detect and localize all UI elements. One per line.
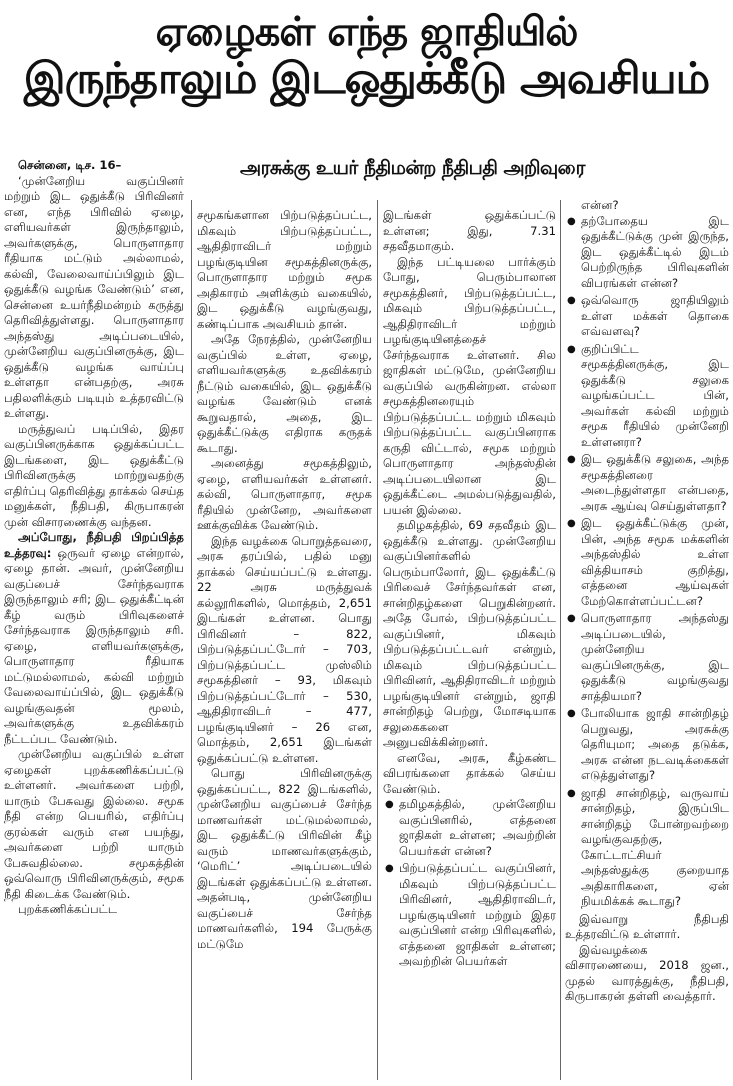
paragraph: சமூகங்களான பிற்படுத்தப்பட்ட, மிகவும் பிற்படுத்தப்பட்ட, ஆதிதிராவிடர் மற்றும் பழங்குடியின சமூகத்தினருக்கு, பொருளாதார மற்றும் சமூக அதிகாரம் அளிக்கும் வகையில், இட ஒதுக்கீடு வழங்குவது, கண்டிப்பாக அவசியம் தான். bbox=[197, 208, 372, 331]
headline-line-2: இருந்தாலும் இடஒதுக்கீடு அவசியம் bbox=[23, 53, 710, 104]
article-column-1 bbox=[4, 158, 184, 1082]
question-item: ● பிற்படுத்தப்பட்ட வகுப்பினர், மிகவும் பிற்படுத்தப்பட்ட பிரிவினர், ஆதிதிராவிடர், பழங்குடியினர் மற்றும் இதர வகுப்பினர் என்ற பிரிவுகளில், எத்தனை ஜாதிகள் உள்ளன; அவற்றின் பெயர்கள் bbox=[399, 861, 556, 970]
paragraph: பொது பிரிவினருக்கு ஒதுக்கப்பட்ட, 822 இடங்களில், முன்னேறிய வகுப்பைச் சேர்ந்த மாணவர்கள் மட்டுமல்லாமல், இட ஒதுக்கீட்டு பிரிவின் கீழ் வரும் மாணவர்களுக்கும், ‘மெரிட்’ அடிப்படையில் இடங்கள் ஒதுக்கப்பட்டு உள்ளன. அதன்படி, முன்னேறிய வகுப்பைச் சேர்ந்த மாணவர்களில், 194 பேருக்கு மட்டுமே bbox=[197, 766, 372, 951]
question-item: ● இட ஒதுக்கீடு சலுகை, அந்த சமூகத்தினரை அடைந்துள்ளதா என்பதை, அரசு ஆய்வு செய்துள்ளதா? bbox=[581, 452, 729, 514]
article-column-4 bbox=[565, 198, 729, 1082]
headline bbox=[0, 0, 733, 103]
question-item: ● இட ஒதுக்கீட்டுக்கு முன், பின், அந்த சமூக மக்களின் அந்தஸ்தில் உள்ள வித்தியாசம் குறித்து, எத்தனை ஆய்வுகள் மேற்கொள்ளப்பட்டன? bbox=[581, 516, 729, 609]
article-column-3 bbox=[383, 208, 556, 1082]
column-divider bbox=[377, 200, 378, 1080]
paragraph: என்ன? bbox=[581, 198, 619, 212]
paragraph-text: ஒருவர் ஏழை என்றால், ஏழை தான். அவர், முன்னேறிய வகுப்பைச் சேர்ந்தவராக இருந்தாலும் சரி; இட ஒதுக்கீட்டின் கீழ் வரும் பிரிவுகளைச் சேர்ந்தவராக இருந்தாலும் சரி. ஏழை, எளியவர்களுக்கு, பொருளாதார ரீதியாக மட்டுமல்லாமல், கல்வி மற்றும் வேலைவாய்ப்பில், இட ஒதுக்கீடு வழங்குவதன் மூலம், அவர்களுக்கு உதவிக்கரம் நீட்டப்பட வேண்டும். bbox=[4, 545, 184, 746]
question-list bbox=[383, 797, 556, 970]
paragraph: அதே நேரத்தில், முன்னேறிய வகுப்பில் உள்ள, ஏழை, எளியவர்களுக்கு உதவிக்கரம் நீட்டும் வகையில், இட ஒதுக்கீடு வழங்க வேண்டும் எனக் கூறுவதால், அதை, இட ஒதுக்கீட்டுக்கு எதிராக கருதக் கூடாது. bbox=[197, 332, 372, 455]
question-item: ● தமிழகத்தில், முன்னேறிய வகுப்பினரில், எத்தனை ஜாதிகள் உள்ளன; அவற்றின் பெயர்கள் என்ன? bbox=[399, 797, 556, 859]
article-column-2 bbox=[197, 208, 372, 1082]
column-divider bbox=[191, 200, 192, 1080]
question-item: ● குறிப்பிட்ட சமூகத்தினருக்கு, இட ஒதுக்கீடு சலுகை வழங்கப்பட்ட பின், அவர்கள் கல்வி மற்றும் சமூக ரீதியில் முன்னேறி உள்ளனரா? bbox=[581, 342, 729, 451]
column-divider bbox=[560, 200, 561, 1080]
subheadline: அரசுக்கு உயர் நீதிமன்ற நீதிபதி அறிவுரை bbox=[240, 157, 585, 179]
paragraph: தமிழகத்தில், 69 சதவீதம் இட ஒதுக்கீடு உள்ளது. முன்னேறிய வகுப்பினர்களில் பெரும்பாலோர், இட ஒதுக்கீட்டு பிரிவைச் சேர்ந்தவர்கள் என, சான்றிதழ்களை பெறுகின்றனர். அதே போல், பிற்படுத்தப்பட்ட வகுப்பினர், மிகவும் பிற்படுத்தப்பட்டவர் என்றும், மிகவும் பிற்படுத்தப்பட்ட பிரிவினர், ஆதிதிராவிடர் மற்றும் பழங்குடியினர் என்றும், ஜாதி சான்றிதழ் பெற்று, மோசடியாக சலுகைகளை அனுபவிக்கின்றனர். bbox=[383, 518, 556, 749]
paragraph: இடங்கள் ஒதுக்கப்பட்டு உள்ளன; இது, 7.31 சதவீதமாகும். bbox=[383, 208, 556, 253]
paragraph: ‘முன்னேறிய வகுப்பினர் மற்றும் இட ஒதுக்கீடு பிரிவினர் என, எந்த பிரிவில் ஏழை, எளியவர்கள் இருந்தாலும், அவர்களுக்கு, பொருளாதார ரீதியாக மட்டும் அல்லாமல், கல்வி, வேலைவாய்ப்பிலும் இட ஒதுக்கீடு வழங்க வேண்டும்’ என, சென்னை உயர்நீதிமன்றம் கருத்து தெரிவித்துள்ளது. பொருளாதார அந்தஸ்து அடிப்படையில், முன்னேறிய வகுப்பினருக்கு, இட ஒதுக்கீடு வழங்க வாய்ப்பு உள்ளதா என்பதற்கு, அரசு பதிலளிக்கும் படியும் உத்தரவிட்டு உள்ளது. bbox=[4, 173, 184, 420]
paragraph: இவ்வழக்கை விசாரணையை, 2018 ஜன., முதல் வாரத்துக்கு, நீதிபதி, கிருபாகரன் தள்ளி வைத்தார். bbox=[565, 942, 729, 1003]
paragraph: மருத்துவப் படிப்பில், இதர வகுப்பினருக்காக ஒதுக்கப்பட்ட இடங்களை, இட ஒதுக்கீட்டு பிரிவினருக்கு மாற்றுவதற்கு எதிர்ப்பு தெரிவித்து தாக்கல் செய்த மனுக்கள், நீதிபதி, கிருபாகரன் முன் விசாரணைக்கு வந்தன. bbox=[4, 421, 184, 529]
paragraph-lead: அப்போது, நீதிபதி பிறப்பித்த உத்தரவு: bbox=[4, 530, 184, 560]
question-item: ● போலியாக ஜாதி சான்றிதழ் பெறுவது, அரசுக்கு தெரியுமா; அதை தடுக்க, அரசு என்ன நடவடிக்கைகள் எடுத்துள்ளது? bbox=[581, 706, 729, 784]
question-item: ● ஜாதி சான்றிதழ், வருவாய் சான்றிதழ், இருப்பிட சான்றிதழ் போன்றவற்றை வழங்குவதற்கு, கோட்டாட்சியர் அந்தஸ்துக்கு குறையாத அதிகாரிகளை, ஏன் நியமிக்கக் கூடாது? bbox=[581, 786, 729, 910]
paragraph: இவ்வாறு நீதிபதி உத்தரவிட்டு உள்ளார். bbox=[565, 911, 729, 941]
question-list bbox=[565, 214, 729, 910]
question-item: ● தற்போதைய இட ஒதுக்கீட்டுக்கு முன் இருந்த, இட ஒதுக்கீட்டில் இடம் பெற்றிருந்த பிரிவுகளின் விபரங்கள் என்ன? bbox=[581, 214, 729, 292]
dateline: சென்னை, டிச. 16– bbox=[18, 158, 122, 172]
headline-line-1: ஏழைகள் எந்த ஜாதியில் bbox=[155, 9, 578, 55]
paragraph: இந்த வழக்கை பொறுத்தவரை, அரசு தரப்பில், பதில் மனு தாக்கல் செய்யப்பட்டு உள்ளது. 22 அரசு மருத்துவக் கல்லூரிகளில், மொத்தம், 2,651 இடங்கள் உள்ளன. பொது பிரிவினர் – 822, பிற்படுத்தப்பட்டோர் – 703, பிற்படுத்தப்பட்ட முஸ்லிம் சமூகத்தினர் – 93, மிகவும் பிற்படுத்தப்பட்டோர் – 530, ஆதிதிராவிடர் – 477, பழங்குடியினர் – 26 என, மொத்தம், 2,651 இடங்கள் ஒதுக்கப்பட்டு உள்ளன. bbox=[197, 533, 372, 765]
question-item: ● ஒவ்வொரு ஜாதியிலும் உள்ள மக்கள் தொகை எவ்வளவு? bbox=[581, 293, 729, 340]
paragraph bbox=[4, 530, 184, 747]
paragraph: அனைத்து சமூகத்திலும், ஏழை, எளியவர்கள் உள்ளனர். கல்வி, பொருளாதார, சமூக ரீதியில் முன்னேற, அவர்களை ஊக்குவிக்க வேண்டும். bbox=[197, 456, 372, 532]
paragraph: முன்னேறிய வகுப்பில் உள்ள ஏழைகள் புறக்கணிக்கப்பட்டு உள்ளனர். அவர்களை பற்றி, யாரும் பேசுவது இல்லை. சமூக நீதி என்ற பெயரில், எதிர்ப்பு குரல்கள் வரும் என பயந்து, அவர்களை பற்றி யாரும் பேசுவதில்லை. சமூகத்தின் ஒவ்வொரு பிரிவினருக்கும், சமூக நீதி கிடைக்க வேண்டும். bbox=[4, 747, 184, 901]
question-item: ● பொருளாதார அந்தஸ்து அடிப்படையில், முன்னேறிய வகுப்பினருக்கு, இட ஒதுக்கீடு வழங்குவது சாத்தியமா? bbox=[581, 611, 729, 704]
paragraph: எனவே, அரசு, கீழ்கண்ட விபரங்களை தாக்கல் செய்ய வேண்டும். bbox=[383, 750, 556, 796]
paragraph: இந்த பட்டியலை பார்க்கும் போது, பெரும்பாலான சமூகத்தினர், பிற்படுத்தப்பட்ட, மிகவும் பிற்படுத்தப்பட்ட, ஆதிதிராவிடர் மற்றும் பழங்குடியினத்தைச் சேர்ந்தவராக உள்ளனர். சில ஜாதிகள் மட்டுமே, முன்னேறிய வகுப்பில் வருகின்றன. எல்லா சமூகத்தினரையும் பிற்படுத்தப்பட்ட மற்றும் மிகவும் பிற்படுத்தப்பட்ட வகுப்பினராக கருதி விட்டால், சமூக மற்றும் பொருளாதார அந்தஸ்தின் அடிப்படையிலான இட ஒதுக்கீட்டை அமல்படுத்துவதில், பயன் இல்லை. bbox=[383, 254, 556, 517]
paragraph: புறக்கணிக்கப்பட்ட bbox=[18, 902, 118, 916]
